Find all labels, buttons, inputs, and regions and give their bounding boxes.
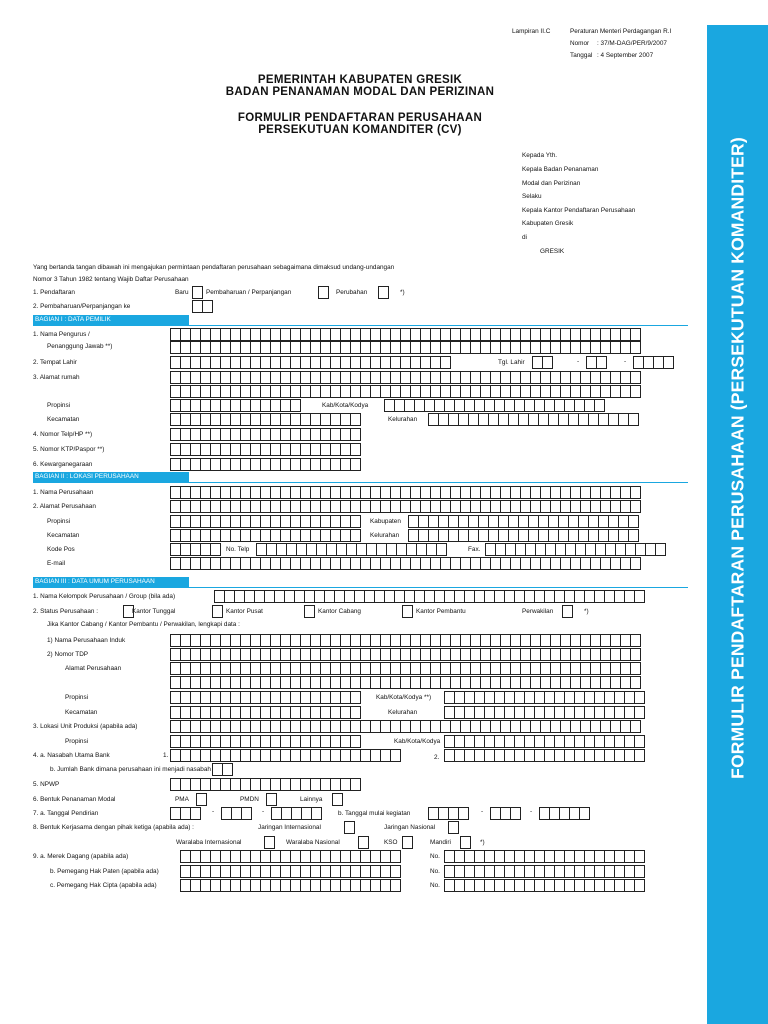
input-box[interactable] [350,706,361,719]
label-baru: Baru [175,289,189,296]
section-bagian-3: BAGIAN III : DATA UMUM PERUSAHAAN [33,577,189,587]
date-separator: - [530,808,533,815]
input-box[interactable] [350,515,361,528]
input-box[interactable] [378,286,389,299]
box-grid[interactable] [170,458,360,471]
input-box[interactable] [655,543,666,556]
input-box[interactable] [630,371,641,384]
addressee-line: Kepada Yth. [522,152,558,159]
box-grid[interactable] [170,735,360,748]
input-box[interactable] [350,413,361,426]
box-grid[interactable] [490,807,520,820]
input-box[interactable] [634,850,645,863]
section-bagian-2: BAGIAN II : LOKASI PERUSAHAAN [33,472,189,482]
input-box[interactable] [350,529,361,542]
item-tanggal-pendirian: 7. a. Tanggal Pendirian [33,810,99,817]
input-box[interactable] [630,341,641,354]
item-merek-dagang: 9. a. Merek Dagang (apabila ada) [33,853,129,860]
item-pendaftaran: 1. Pendaftaran [33,289,75,296]
input-box[interactable] [562,605,573,618]
box-grid[interactable] [633,356,673,369]
box-grid[interactable] [180,850,400,863]
box-grid[interactable] [264,836,274,849]
label-bank-2: 2. [434,754,440,761]
item-alamat-perusahaan: 2. Alamat Perusahaan [33,503,96,510]
date-separator: - [262,808,265,815]
input-box[interactable] [390,865,401,878]
item-tanggal-mulai-kegiatan: b. Tanggal mulai kegiatan [338,810,411,817]
box-grid[interactable] [378,286,388,299]
input-box[interactable] [350,428,361,441]
box-grid[interactable] [444,691,644,704]
addressee-line: di [522,234,527,241]
addressee-line: GRESIK [540,248,565,255]
box-grid[interactable] [444,850,644,863]
box-grid[interactable] [408,529,638,542]
label-propinsi: Propinsi [65,738,89,745]
item-nama-perusahaan: 1. Nama Perusahaan [33,489,94,496]
input-box[interactable] [634,749,645,762]
box-grid[interactable] [448,821,458,834]
box-grid[interactable] [180,879,400,892]
box-grid[interactable] [358,836,368,849]
input-box[interactable] [436,543,447,556]
item-penanggung-jawab: Penanggung Jawab **) [47,343,113,350]
input-box[interactable] [634,691,645,704]
box-grid[interactable] [221,807,251,820]
input-box[interactable] [628,413,639,426]
box-grid[interactable] [444,749,644,762]
item-nomor-ktp: 5. Nomor KTP/Paspor **) [33,446,105,453]
item-nomor-telp: 4. Nomor Telp/HP **) [33,431,93,438]
item-penanaman-modal: 6. Bentuk Penanaman Modal [33,796,116,803]
label-waralaba-nasional: Waralaba Nasional [286,839,340,846]
label-no: No. [430,882,440,889]
label-pma: PMA [175,796,189,803]
box-grid[interactable] [214,590,644,603]
input-box[interactable] [630,385,641,398]
input-box[interactable] [350,691,361,704]
box-grid[interactable] [170,706,360,719]
box-grid[interactable] [485,543,665,556]
box-grid[interactable] [170,634,640,647]
box-grid[interactable] [196,793,206,806]
box-grid[interactable] [170,648,640,661]
input-box[interactable] [630,486,641,499]
label-perubahan: Perubahan [336,289,368,296]
box-grid[interactable] [562,605,572,618]
box-grid[interactable] [212,605,222,618]
label-kelurahan: Kelurahan [370,532,400,539]
label-lainnya: Lainnya [300,796,323,803]
label-bank-1: 1. [163,752,169,759]
section-divider [33,587,688,588]
input-box[interactable] [579,807,590,820]
box-grid[interactable] [170,500,640,513]
input-box[interactable] [542,356,553,369]
input-box[interactable] [212,605,223,618]
input-box[interactable] [634,590,645,603]
input-box[interactable] [634,879,645,892]
box-grid[interactable] [170,328,640,341]
input-box[interactable] [390,879,401,892]
box-grid[interactable] [460,836,470,849]
input-box[interactable] [630,676,641,689]
box-grid[interactable] [170,807,200,820]
input-box[interactable] [628,515,639,528]
intro-line: Yang bertanda tangan dibawah ini mengajukan permintaan pendaftaran perusahaan sebagaimana dimaksud undang-undangan [33,264,395,271]
label-kabupaten: Kabupaten [370,518,401,525]
section-bagian-1: BAGIAN I : DATA PEMILIK [33,315,189,325]
nomor-label: Nomor [570,40,590,47]
input-box[interactable] [264,836,275,849]
header-line1: PEMERINTAH KABUPATEN GRESIK [257,74,463,86]
label-kso: KSO [384,839,398,846]
input-box[interactable] [210,543,221,556]
label-kab-kota: Kab/Kota/Kodya [322,402,369,409]
box-grid[interactable] [444,706,644,719]
tanggal-value: : 4 September 2007 [597,52,654,59]
input-box[interactable] [630,634,641,647]
input-box[interactable] [634,735,645,748]
box-grid[interactable] [444,735,644,748]
label-email: E-mail [47,560,66,567]
box-grid[interactable] [266,793,276,806]
input-box[interactable] [663,356,674,369]
label-propinsi: Propinsi [65,694,89,701]
item-bentuk-kerjasama: 8. Bentuk Kerjasama dengan pihak ketiga (apabila ada) : [33,824,194,831]
box-grid[interactable] [170,399,300,412]
item-nomor-tdp: 2) Nomor TDP [47,651,89,658]
box-grid[interactable] [170,543,220,556]
input-box[interactable] [630,720,641,733]
input-box[interactable] [350,778,361,791]
box-grid[interactable] [539,807,589,820]
label-kecamatan: Kecamatan [47,532,80,539]
box-grid[interactable] [170,529,360,542]
intro-line: Nomor 3 Tahun 1982 tentang Wajib Daftar Perusahaan [33,276,189,283]
box-grid[interactable] [170,720,640,733]
label-pembaharuan: Pembaharuan / Perpanjangan [206,289,292,296]
box-grid[interactable] [212,763,232,776]
date-separator: - [624,358,627,365]
item-perpanjangan-ke: 2. Pembaharuan/Perpanjangan ke [33,303,131,310]
box-grid[interactable] [170,557,640,570]
section-divider [33,325,688,326]
tanggal-label: Tanggal [570,52,593,59]
addressee-line: Kepala Kantor Pendaftaran Perusahaan [522,207,636,214]
input-box[interactable] [458,807,469,820]
input-box[interactable] [350,458,361,471]
peraturan-label: Peraturan Menteri Perdagangan R.I [570,28,672,35]
item-alamat-rumah: 3. Alamat rumah [33,374,80,381]
box-grid[interactable] [586,356,606,369]
item-jumlah-bank: b. Jumlah Bank dimana perusahaan ini menjadi nasabah [50,766,211,773]
input-box[interactable] [358,836,369,849]
item-hak-cipta: c. Pemegang Hak Cipta (apabila ada) [50,882,157,889]
note-jika-cabang: Jika Kantor Cabang / Kantor Pembantu / Perwakilan, lengkapi data : [47,621,240,628]
input-box[interactable] [304,605,315,618]
input-box[interactable] [311,807,322,820]
input-box[interactable] [266,793,277,806]
item-tempat-lahir: 2. Tempat Lahir [33,359,77,366]
input-box[interactable] [634,706,645,719]
box-grid[interactable] [384,399,604,412]
label-waralaba-internasional: Waralaba Internasional [176,839,242,846]
header-line4: PERSEKUTUAN KOMANDITER (CV) [258,124,462,136]
label-kab-kota: Kab/Kota/Kodya **) [376,694,432,701]
item-hak-paten: b. Pemegang Hak Paten (apabila ada) [50,868,159,875]
item-perusahaan-induk: 1) Nama Perusahaan Induk [47,637,126,644]
label-no: No. [430,868,440,875]
input-box[interactable] [630,500,641,513]
box-grid[interactable] [170,749,400,762]
label-kab-kota: Kab/Kota/Kodya [394,738,441,745]
input-box[interactable] [628,529,639,542]
box-grid[interactable] [180,865,400,878]
box-grid[interactable] [170,691,360,704]
item-nama-pengurus: 1. Nama Pengurus / [33,331,90,338]
label-kantor-cabang: Kantor Cabang [318,608,361,615]
input-box[interactable] [630,648,641,661]
label-kantor-pembantu: Kantor Pembantu [416,608,466,615]
date-separator: - [481,808,484,815]
box-grid[interactable] [408,515,638,528]
label-kecamatan: Kecamatan [47,416,80,423]
box-grid[interactable] [444,879,644,892]
label-pmdn: PMDN [240,796,259,803]
label-kantor-pusat: Kantor Pusat [226,608,263,615]
input-box[interactable] [318,286,329,299]
input-box[interactable] [510,807,521,820]
item-status-perusahaan: 2. Status Perusahaan : [33,608,99,615]
box-grid[interactable] [344,821,354,834]
box-grid[interactable] [402,605,412,618]
box-grid[interactable] [532,356,552,369]
label-perwakilan: Perwakilan [522,608,554,615]
item-kewarganegaraan: 6. Kewarganegaraan [33,461,93,468]
label-jaringan-internasional: Jaringan Internasional [258,824,321,831]
input-box[interactable] [594,399,605,412]
label-tgl-lahir: Tgl. Lahir [498,359,525,366]
input-box[interactable] [630,557,641,570]
item-nasabah-bank: 4. a. Nasabah Utama Bank [33,752,110,759]
addressee-line: Kepala Badan Penanaman [522,166,599,173]
label-no-telp: No. Telp [226,546,250,553]
item-lokasi-unit-produksi: 3. Lokasi Unit Produksi (apabila ada) [33,723,138,730]
input-box[interactable] [350,735,361,748]
box-grid[interactable] [444,865,644,878]
addressee-line: Selaku [522,193,542,200]
box-grid[interactable] [170,385,640,398]
input-box[interactable] [190,807,201,820]
footnote-star: *) [480,839,485,846]
addressee-line: Modal dan Perizinan [522,180,581,187]
box-grid[interactable] [428,807,468,820]
sidebar-title: FORMULIR PENDAFTARAN PERUSAHAAN (PERSEKUTUAN KOMANDITER) [727,137,748,779]
lampiran-label: Lampiran II.C [512,28,551,35]
box-grid[interactable] [332,793,342,806]
input-box[interactable] [196,793,207,806]
input-box[interactable] [460,836,471,849]
input-box[interactable] [390,749,401,762]
label-kelurahan: Kelurahan [388,416,418,423]
input-box[interactable] [241,807,252,820]
footnote-star: *) [400,289,405,296]
nomor-value: : 37/M-DAG/PER/9/2007 [597,40,667,47]
input-box[interactable] [596,356,607,369]
box-grid[interactable] [170,371,640,384]
label-kantor-tunggal: Kantor Tunggal [132,608,176,615]
box-grid[interactable] [170,662,640,675]
box-grid[interactable] [170,443,360,456]
box-grid[interactable] [402,836,412,849]
box-grid[interactable] [170,428,360,441]
footnote-star: *) [584,608,589,615]
label-mandiri: Mandiri [430,839,451,846]
label-alamat-perusahaan: Alamat Perusahaan [65,665,122,672]
box-grid[interactable] [170,778,360,791]
label-no: No. [430,853,440,860]
label-fax: Fax. [468,546,481,553]
box-grid[interactable] [170,356,450,369]
header-line2: BADAN PENANAMAN MODAL DAN PERIZINAN [225,86,495,98]
box-grid[interactable] [192,286,202,299]
box-grid[interactable] [170,486,640,499]
header-line3: FORMULIR PENDAFTARAN PERUSAHAAN [237,112,483,124]
item-npwp: 5. NPWP [33,781,60,788]
input-box[interactable] [344,821,355,834]
input-box[interactable] [630,662,641,675]
input-box[interactable] [448,821,459,834]
box-grid[interactable] [256,543,446,556]
box-grid[interactable] [192,300,212,313]
box-grid[interactable] [170,515,360,528]
input-box[interactable] [222,763,233,776]
box-grid[interactable] [271,807,321,820]
input-box[interactable] [402,836,413,849]
input-box[interactable] [440,356,451,369]
input-box[interactable] [390,850,401,863]
input-box[interactable] [332,793,343,806]
date-separator: - [212,808,215,815]
section-divider [33,482,688,483]
addressee-line: Kabupaten Gresik [522,220,574,227]
label-jaringan-nasional: Jaringan Nasional [384,824,436,831]
label-kelurahan: Kelurahan [388,709,418,716]
box-grid[interactable] [170,676,640,689]
input-box[interactable] [634,865,645,878]
input-box[interactable] [192,286,203,299]
label-kode-pos: Kode Pos [47,546,75,553]
input-box[interactable] [630,328,641,341]
date-separator: - [577,358,580,365]
box-grid[interactable] [304,605,314,618]
label-kecamatan: Kecamatan [65,709,98,716]
item-kelompok-perusahaan: 1. Nama Kelompok Perusahaan / Group (bila ada) [33,593,176,600]
box-grid[interactable] [428,413,638,426]
input-box[interactable] [350,443,361,456]
label-propinsi: Propinsi [47,518,71,525]
input-box[interactable] [290,399,301,412]
box-grid[interactable] [170,341,640,354]
label-propinsi: Propinsi [47,402,71,409]
box-grid[interactable] [318,286,328,299]
input-box[interactable] [402,605,413,618]
input-box[interactable] [202,300,213,313]
box-grid[interactable] [170,413,360,426]
